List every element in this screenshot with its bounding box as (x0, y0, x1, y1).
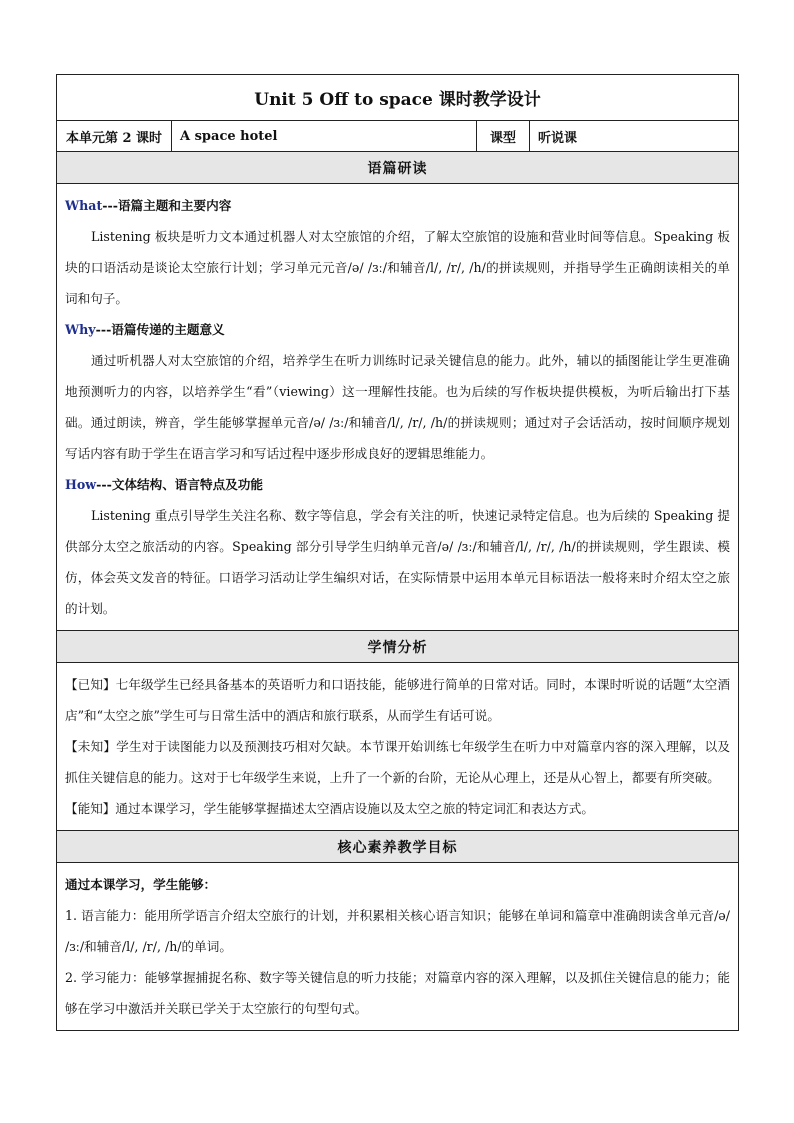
objectives-intro: 通过本课学习，学生能够： (65, 877, 217, 892)
lesson-topic: A space hotel (172, 121, 477, 152)
section-heading-learner-analysis: 学情分析 (57, 631, 739, 663)
unknown-paragraph: 【未知】学生对于读图能力以及预测技巧相对欠缺。本节课开始训练七年级学生在听力中对篇章内容的深入理解，以及抓住关键信息的能力。这对于七年级学生来说，上升了一个新的台阶，无论从心理上，还是从心智上，都要有所突破。 (65, 739, 731, 785)
how-paragraph: Listening 重点引导学生关注名称、数字等信息，学会有关注的听，快速记录特定信息。也为后续的 Speaking 提供部分太空之旅活动的内容。Speaking 部分引导学生归纳单元音/ə/ /ɜː/和辅音/l/, /r/, /h/的拼读规则，学生跟读、模仿，体会英文发音的特征。口语学习活动让学生编织对话，在实际情景中运用本单元目标语法一般将来时介绍太空之旅的计划。 (65, 508, 731, 616)
text-analysis-content (57, 184, 739, 631)
lesson-type-value: 听说课 (530, 121, 739, 152)
section-heading-core-objectives: 核心素养教学目标 (57, 831, 739, 863)
what-subtitle: ---语篇主题和主要内容 (102, 198, 232, 213)
core-objectives-content (57, 863, 739, 1031)
lesson-plan-document (56, 74, 738, 1031)
document-title: Unit 5 Off to space 课时教学设计 (57, 75, 739, 121)
what-heading (65, 190, 730, 221)
section-heading-text-analysis: 语篇研读 (57, 152, 739, 184)
known-paragraph: 【已知】七年级学生已经具备基本的英语听力和口语技能，能够进行简单的日常对话。同时，本课时听说的话题“太空酒店”和“太空之旅”学生可与日常生活中的酒店和旅行联系，从而学生有话可说。 (65, 677, 731, 723)
why-label: Why (65, 322, 96, 337)
how-subtitle: ---文体结构、语言特点及功能 (96, 477, 263, 492)
lesson-type-label: 课型 (477, 121, 530, 152)
capable-paragraph: 【能知】通过本课学习，学生能够掌握描述太空酒店设施以及太空之旅的特定词汇和表达方式。 (65, 801, 594, 816)
objective-language-ability: 1. 语言能力：能用所学语言介绍太空旅行的计划，并积累相关核心语言知识；能够在单词和篇章中准确朗读含单元音/ə/ /ɜː/和辅音/l/, /r/, /h/的单词。 (65, 908, 731, 954)
what-label: What (65, 198, 103, 213)
learner-analysis-content (57, 663, 739, 831)
objective-learning-ability: 2. 学习能力：能够掌握捕捉名称、数字等关键信息的听力技能；对篇章内容的深入理解，以及抓住关键信息的能力；能够在学习中激活并关联已学关于太空旅行的句型句式。 (65, 970, 731, 1016)
how-heading (65, 469, 730, 500)
lesson-plan-table (56, 74, 739, 1031)
lesson-number: 本单元第 2 课时 (57, 121, 172, 152)
why-subtitle: ---语篇传递的主题意义 (95, 322, 225, 337)
how-label: How (65, 477, 97, 492)
why-heading (65, 314, 730, 345)
why-paragraph: 通过听机器人对太空旅馆的介绍，培养学生在听力训练时记录关键信息的能力。此外，辅以的插图能让学生更准确地预测听力的内容，以培养学生“看”（viewing）这一理解性技能。也为后续的写作板块提供模板，为听后输出打下基础。通过朗读，辨音，学生能够掌握单元音/ə/ /ɜː/和辅音/l/, /r/, /h/的拼读规则；通过对子会话活动，按时间顺序规划写话内容有助于学生在语言学习和写话过程中逐步形成良好的逻辑思维能力。 (65, 353, 731, 461)
what-paragraph: Listening 板块是听力文本通过机器人对太空旅馆的介绍，了解太空旅馆的设施和营业时间等信息。Speaking 板块的口语活动是谈论太空旅行计划；学习单元元音/ə/ /ɜː/和辅音/l/, /r/, /h/的拼读规则，并指导学生正确朗读相关的单词和句子。 (65, 229, 731, 306)
